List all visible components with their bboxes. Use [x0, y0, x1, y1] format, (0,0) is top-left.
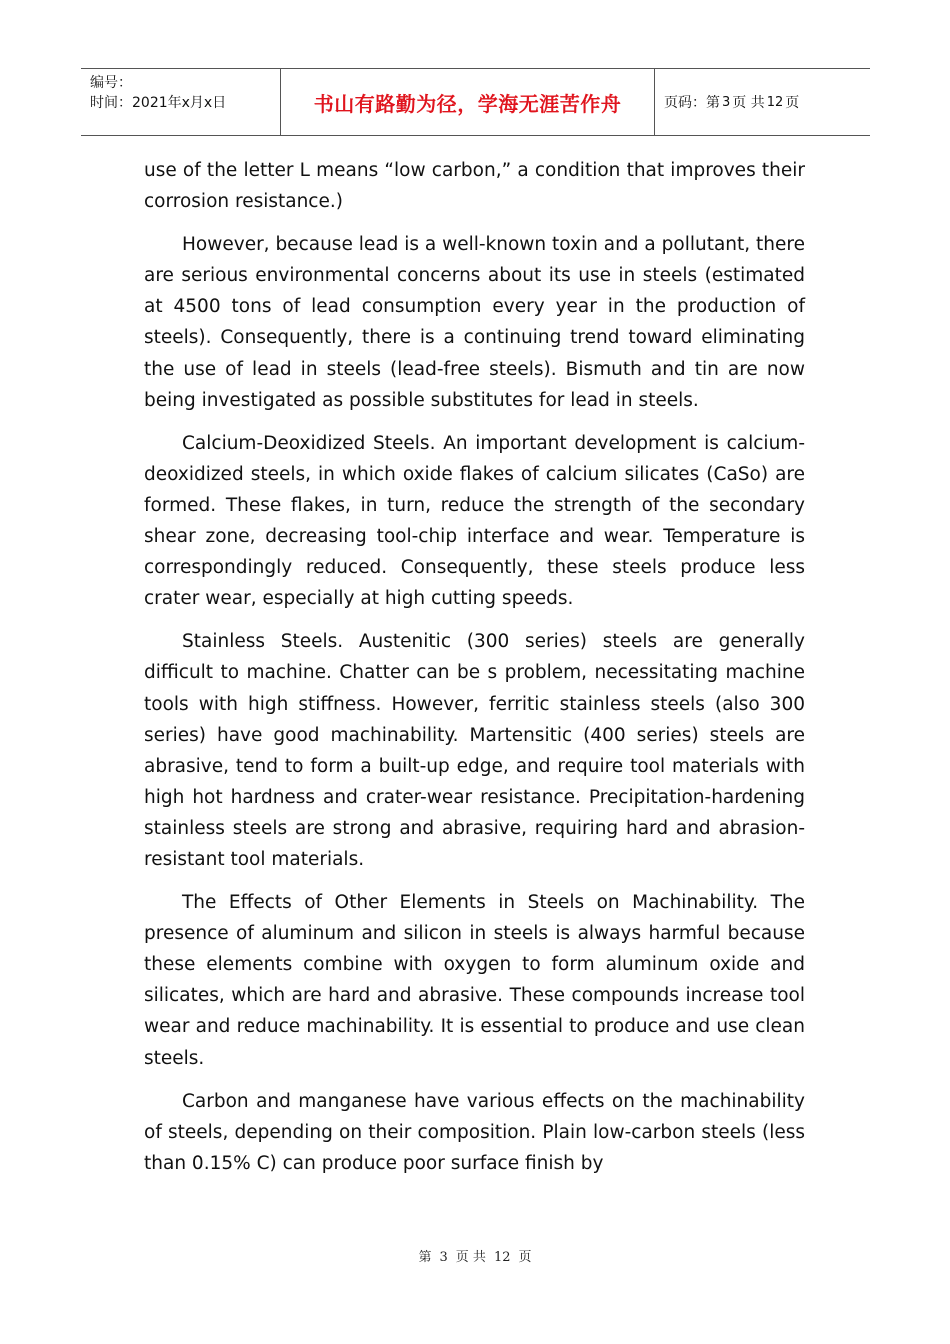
header-motto: 书山有路勤为径，学海无涯苦作舟	[313, 91, 622, 116]
paragraph: use of the letter L means “low carbon,” a condition that improves their corrosion resistance.)	[144, 160, 805, 213]
footer-page-current: 3	[439, 1250, 448, 1265]
header-page-current: 3	[722, 94, 731, 110]
header-page-suffix: 页	[785, 95, 800, 111]
footer-page-mid: 页 共	[455, 1250, 486, 1265]
header-page-mid: 页 共	[732, 95, 765, 111]
footer-page-suffix: 页	[518, 1250, 532, 1265]
paragraph: The Effects of Other Elements in Steels on Machinability. The presence of aluminum and silicon in steels is always harmful because these elements combine with oxygen to form aluminum oxide and silicates, which are hard and abrasive. These compounds increase tool wear and reduce machinability. It is essential to produce and use clean steels.	[144, 892, 805, 1069]
document-date: 时间：2021年x月x日	[90, 95, 227, 111]
paragraph: However, because lead is a well-known toxin and a pollutant, there are serious environmental concerns about its use in steels (estimated at 4500 tons of lead consumption every year in the production of steels). Consequently, there is a continuing trend toward eliminating the use of lead in steels (lead-free steels). Bismuth and tin are now being investigated as possible substitutes for lead in steels.	[144, 234, 805, 411]
footer-page-total: 12	[493, 1250, 511, 1265]
page-header	[81, 68, 870, 136]
header-page-prefix: 页码：第	[664, 95, 720, 111]
page-footer	[0, 1246, 950, 1265]
document-number-label: 编号：	[90, 75, 132, 91]
header-page-cell	[655, 69, 870, 135]
header-info-cell	[81, 69, 281, 135]
header-page-total: 12	[766, 94, 784, 110]
header-motto-cell	[281, 69, 655, 135]
document-body	[144, 155, 805, 1191]
paragraph: Carbon and manganese have various effects on the machinability of steels, depending on their composition. Plain low-carbon steels (less than 0.15% C) can produce poor surface finish by	[144, 1090, 805, 1174]
paragraph: Calcium-Deoxidized Steels. An important development is calcium-deoxidized steels, in which oxide flakes of calcium silicates (CaSo) are formed. These flakes, in turn, reduce the strength of the secondary shear zone, decreasing tool-chip interface and wear. Temperature is correspondingly reduced. Consequently, these steels produce less crater wear, especially at high cutting speeds.	[144, 432, 805, 610]
footer-page-prefix: 第	[418, 1250, 432, 1265]
paragraph: Stainless Steels. Austenitic (300 series) steels are generally difficult to machine. Chatter can be s problem, necessitating machine tools with high stiffness. However, ferritic stainless steels (also 300 series) have good machinability. Martensitic (400 series) steels are abrasive, tend to form a built-up edge, and require tool materials with high hot hardness and crater-wear resistance. Precipitation-hardening stainless steels are strong and abrasive, requiring hard and abrasion-resistant tool materials.	[144, 631, 805, 870]
